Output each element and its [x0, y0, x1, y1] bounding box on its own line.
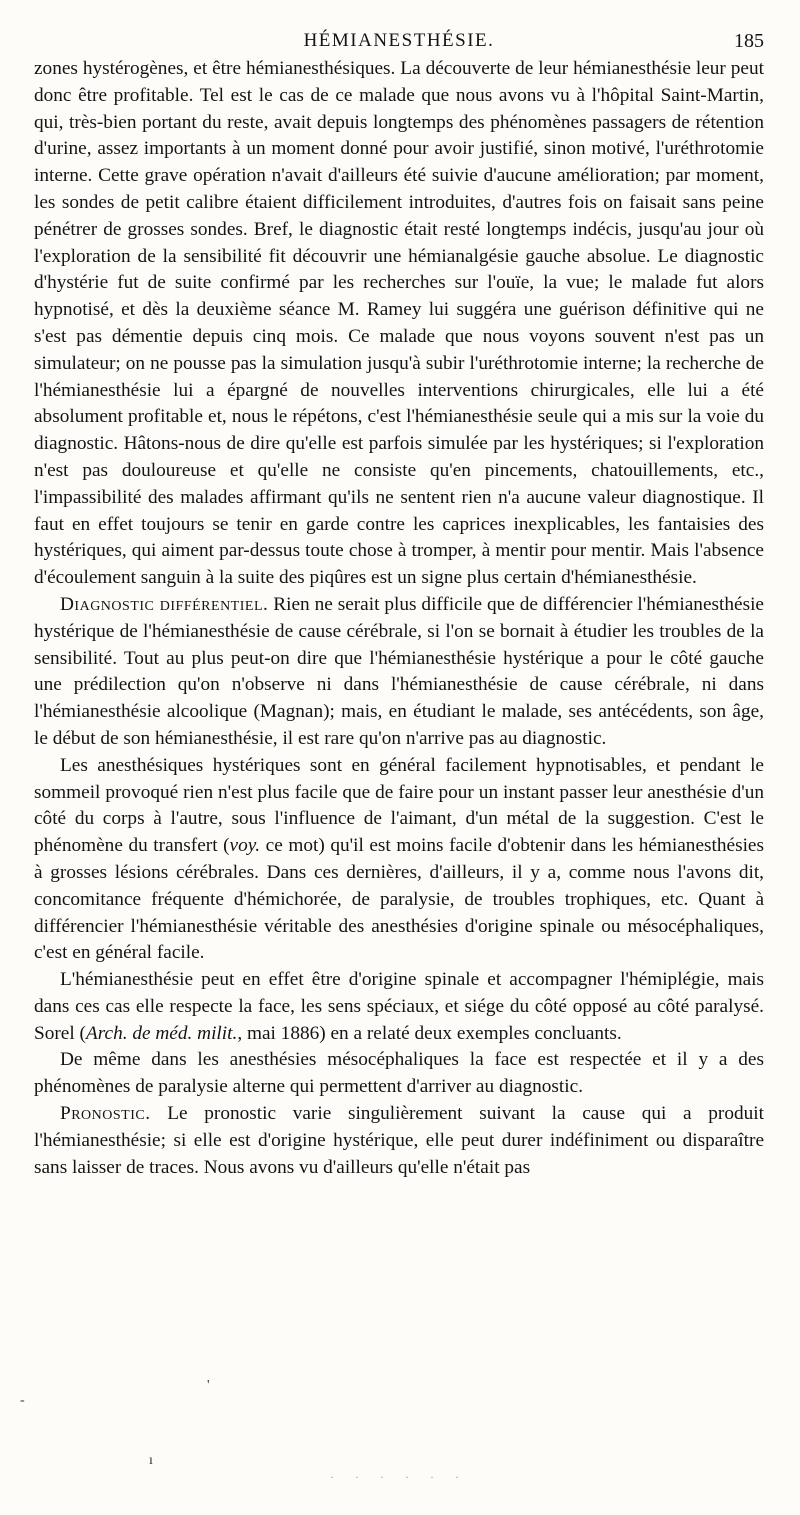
paragraph-3-italic: voy.: [229, 835, 261, 857]
book-page: [34, 26, 764, 1181]
paragraph-diagnostic-differentiel: [34, 592, 764, 753]
page-header: [34, 26, 764, 56]
paragraph-6-text: Le pronostic varie singulièrement suivant la cause qui a produit l'hémianesthésie; si elle est d'origine hystérique, elle peut durer indéfiniment ou disparaître sans laisser de traces. Nous avons vu d'ailleurs qu'elle n'était pas: [34, 1103, 764, 1178]
paragraph-4-citation: Arch. de méd. milit.: [85, 1022, 238, 1044]
paragraph-5-text: De même dans les anesthésies mésocéphaliques la face est respectée et il y a des phénomènes de paralysie alterne qui permettent d'arriver au diagnostic.: [34, 1049, 764, 1098]
paragraph-3: [34, 753, 764, 967]
paragraph-1: [34, 56, 764, 592]
section-heading-pronostic: Pronostic.: [60, 1103, 151, 1125]
paragraph-1-text: zones hystérogènes, et être hémianesthésiques. La découverte de leur hémianesthésie leur peut donc être profitable. Tel est le cas de ce malade que nous avons vu à l'hôpital Saint-Martin, qui, très-bien portant du reste, avait depuis longtemps des phénomènes passagers de rétention d'urine, assez importants à un moment donné pour avoir justifié, sinon motivé, l'uréthrotomie interne. Cette grave opération n'avait d'ailleurs été suivie d'aucune amélioration; par moment, les sondes de petit calibre étaient difficilement introduites, d'autres fois on faisait sans peine pénétrer de grosses sondes. Bref, le diagnostic était resté longtemps indécis, jusqu'au jour où l'exploration de la sensibilité fit découvrir une hémianalgésie gauche absolue. Le diagnostic d'hystérie fut de suite confirmé par les recherches sur l'ouïe, la vue; le malade fut alors hypnotisé, et dès la deuxième séance M. Ramey lui suggéra une guérison définitive qui ne s'est pas démentie depuis cinq mois. Ce malade que nous voyons souvent n'est pas un simulateur; on ne pousse pas la simulation jusqu'à subir l'uréthrotomie interne; la recherche de l'hémianesthésie lui a épargné de nouvelles interventions chirurgicales, elle lui a été absolument profitable et, nous le répétons, c'est l'hémianesthésie seule qui a mis sur la voie du diagnostic. Hâtons-nous de dire qu'elle est parfois simulée par les hystériques; si l'exploration n'est pas douloureuse et qu'elle ne consiste qu'en pincements, chatouillements, etc., l'impassibilité des malades affirmant qu'ils ne sentent rien n'a aucune valeur diagnostique. Il faut en effet toujours se tenir en garde contre les caprices inexplicables, les fantaisies des hystériques, qui aiment par-dessus toute chose à tromper, à mentir pour mentir. Mais l'absence d'écoulement sanguin à la suite des piqûres est un signe plus certain d'hémianesthésie.: [34, 58, 764, 589]
body-text: [34, 56, 764, 1181]
section-heading-diagnostic: Diagnostic différentiel.: [60, 593, 269, 615]
running-title: HÉMIANESTHÉSIE.: [303, 30, 495, 51]
paragraph-pronostic: [34, 1101, 764, 1181]
paragraph-4: [34, 967, 764, 1047]
print-speck: -: [20, 1393, 25, 1408]
print-speck: ': [207, 1378, 210, 1393]
paragraph-4-text-after: , mai 1886) en a relaté deux exemples concluants.: [237, 1022, 622, 1044]
print-dots: · · · · · ·: [330, 1470, 468, 1484]
print-speck: ı: [149, 1453, 153, 1468]
paragraph-4-text: L'hémianesthésie peut en effet être d'origine spinale et accompagner l'hémiplégie, mais dans ces cas elle respecte la face, les sens spéciaux, et siége du côté opposé au côté paralysé. Sorel (: [34, 969, 764, 1044]
paragraph-2-text: Rien ne serait plus difficile que de différencier l'hémianesthésie hystérique de l'hémianesthésie de cause cérébrale, si l'on se bornait à étudier les troubles de la sensibilité. Tout au plus peut-on dire que l'hémianesthésie hystérique a pour le côté gauche une prédilection qu'on n'observe ni dans l'hémianesthésie de cause cérébrale, ni dans l'hémianesthésie alcoolique (Magnan); mais, en étudiant le malade, ses antécédents, son âge, le début de son hémianesthésie, il est rare qu'on n'arrive pas au diagnostic.: [34, 593, 764, 749]
paragraph-5: [34, 1047, 764, 1101]
page-number: 185: [734, 30, 764, 52]
paragraph-3-text-after: ce mot) qu'il est moins facile d'obtenir dans les hémianesthésies à grosses lésions cérébrales. Dans ces dernières, d'ailleurs, il y a, comme nous l'avons dit, concomitance fréquente d'hémichorée, de paralysie, de troubles trophiques, etc. Quant à différencier l'hémianesthésie véritable des anesthésies d'origine spinale ou mésocéphaliques, c'est en général facile.: [34, 835, 764, 964]
paragraph-3-text: Les anesthésiques hystériques sont en général facilement hypnotisables, et pendant le sommeil provoqué rien n'est plus facile que de faire pour un instant passer leur anesthésie d'un côté du corps à l'autre, sous l'influence de l'aimant, d'un métal de la suggestion. C'est le phénomène du transfert (: [34, 754, 764, 857]
